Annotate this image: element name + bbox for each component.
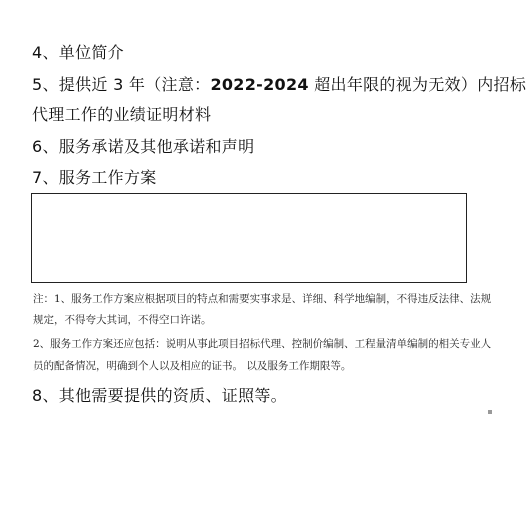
note-1-line2: 规定，不得夸大其词，不得空口许诺。 bbox=[33, 314, 212, 326]
section-5-heading-line2: 代理工作的业绩证明材料 bbox=[32, 105, 212, 124]
note-2-line1: 2、服务工作方案还应包括：说明从事此项目招标代理、控制价编制、工程量清单编制的相关专业人 bbox=[33, 338, 492, 350]
section-4-heading: 4、单位简介 bbox=[32, 43, 124, 62]
section-6-heading: 6、服务承诺及其他承诺和声明 bbox=[32, 137, 255, 156]
section-5-years: 2022-2024 bbox=[210, 75, 309, 94]
scan-mark bbox=[488, 410, 492, 414]
service-plan-box bbox=[31, 193, 467, 283]
note-2-line2: 员的配备情况，明确到个人以及相应的证书。 以及服务工作期限等。 bbox=[33, 360, 352, 372]
section-5-suffix: 超出年限的视为无效）内招标 bbox=[308, 75, 526, 94]
note-1-line1: 注：1、服务工作方案应根据项目的特点和需要实事求是、详细、科学地编制，不得违反法律、法规 bbox=[33, 293, 492, 305]
section-7-heading: 7、服务工作方案 bbox=[32, 168, 157, 187]
section-5-heading bbox=[32, 74, 526, 96]
section-5-prefix: 5、提供近 3 年（注意： bbox=[32, 75, 211, 94]
section-8-heading: 8、其他需要提供的资质、证照等。 bbox=[32, 386, 287, 405]
